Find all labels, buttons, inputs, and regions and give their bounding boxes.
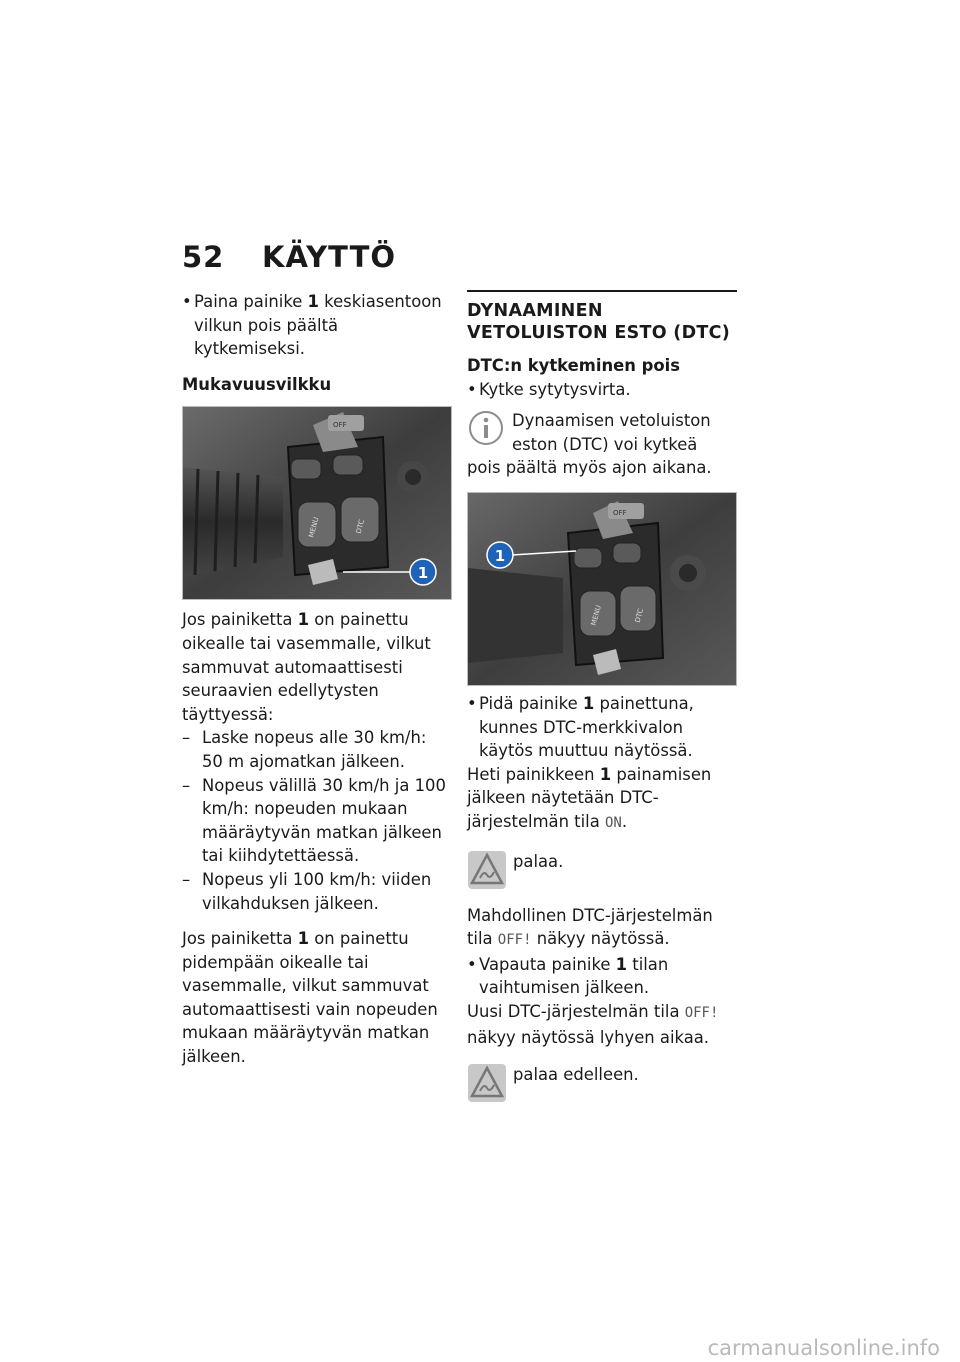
info-icon: [467, 409, 505, 447]
callout-1-dtc: 1: [494, 546, 506, 565]
info-text-rest: pois päältä myös ajon aikana.: [467, 458, 712, 478]
callout-1: 1: [417, 564, 429, 583]
page-title: KÄYTTÖ: [262, 240, 397, 274]
para-long-press: Jos painiketta 1 on painettu pidempään oikealle tai vasemmalle, vilkut sammuvat automaattisesti vain nopeuden mukaan määräytyvän matkan jälkeen.: [182, 929, 438, 1067]
info-note: [467, 409, 737, 456]
handlebar-illustration: [183, 407, 452, 600]
info-text-top: Dynaamisen vetoluiston eston (DTC) voi kytkeä: [512, 411, 711, 454]
para-push-indicator: Jos painiketta 1 on painettu oikealle tai vasemmalle, vilkut sammuvat automaattisesti seuraavien edellytysten täyttyessä:: [182, 610, 431, 724]
warning-text-2: palaa edelleen.: [513, 1065, 639, 1085]
left-column: [182, 290, 452, 1081]
warning-indicator-row-2: [467, 1063, 737, 1103]
dtc-label-2: DTC: [633, 607, 646, 624]
dtc-warning-lamp-icon: [467, 850, 507, 890]
section-title-dtc: DYNAAMINEN VETOLUISTON ESTO (DTC): [467, 290, 737, 344]
handlebar-illustration-dtc: [468, 493, 737, 686]
subhead-comfort-indicator: Mukavuusvilkku: [182, 374, 332, 394]
bullet-hold-button: • Pidä painike 1 painettuna, kunnes DTC-merkkivalon käytös muuttuu näytössä.: [467, 692, 737, 763]
bullet-release-button: • Vapauta painike 1 tilan vaihtumisen jälkeen.: [467, 953, 737, 1000]
para-dtc-status-off: Mahdollinen DTC-järjestelmän tila OFF! näkyy näytössä.: [467, 905, 713, 949]
menu-label-2: MENU: [589, 604, 603, 627]
warning-text-1: palaa.: [513, 851, 564, 871]
dtc-label: DTC: [354, 519, 367, 535]
page-number: 52: [182, 240, 225, 274]
para-dtc-status-on: Heti painikkeen 1 painamisen jälkeen näytetään DTC-järjestelmän tila ON.: [467, 764, 712, 831]
figure-handlebar-switch-1: [182, 406, 452, 600]
bullet-ignition: • Kytke sytytysvirta.: [467, 378, 737, 402]
warning-indicator-row-1: [467, 850, 737, 890]
dash-item-3: – Nopeus yli 100 km/h: viiden vilkahduksen jälkeen.: [182, 868, 452, 915]
dtc-warning-lamp-icon-2: [467, 1063, 507, 1103]
off-label: OFF: [333, 421, 347, 430]
right-column: [467, 290, 737, 1117]
page-header: [182, 240, 396, 274]
dash-item-1: – Laske nopeus alle 30 km/h: 50 m ajomatkan jälkeen.: [182, 726, 452, 773]
figure-handlebar-switch-2: [467, 492, 737, 686]
watermark[interactable]: carmanualsonline.info: [707, 1336, 940, 1360]
off-label-2: OFF: [613, 508, 627, 517]
menu-label: MENU: [307, 516, 321, 539]
intro-bullet: • Paina painike 1 keskiasentoon vilkun pois päältä kytkemiseksi.: [182, 290, 452, 361]
para-new-dtc-status: Uusi DTC-järjestelmän tila OFF! näkyy näytössä lyhyen aikaa.: [467, 1001, 719, 1047]
dash-item-2: – Nopeus välillä 30 km/h ja 100 km/h: nopeuden mukaan määräytyvän matkan jälkeen tai kiihdytettäessä.: [182, 774, 452, 868]
subhead-dtc-off: DTC:n kytkeminen pois: [467, 356, 680, 375]
